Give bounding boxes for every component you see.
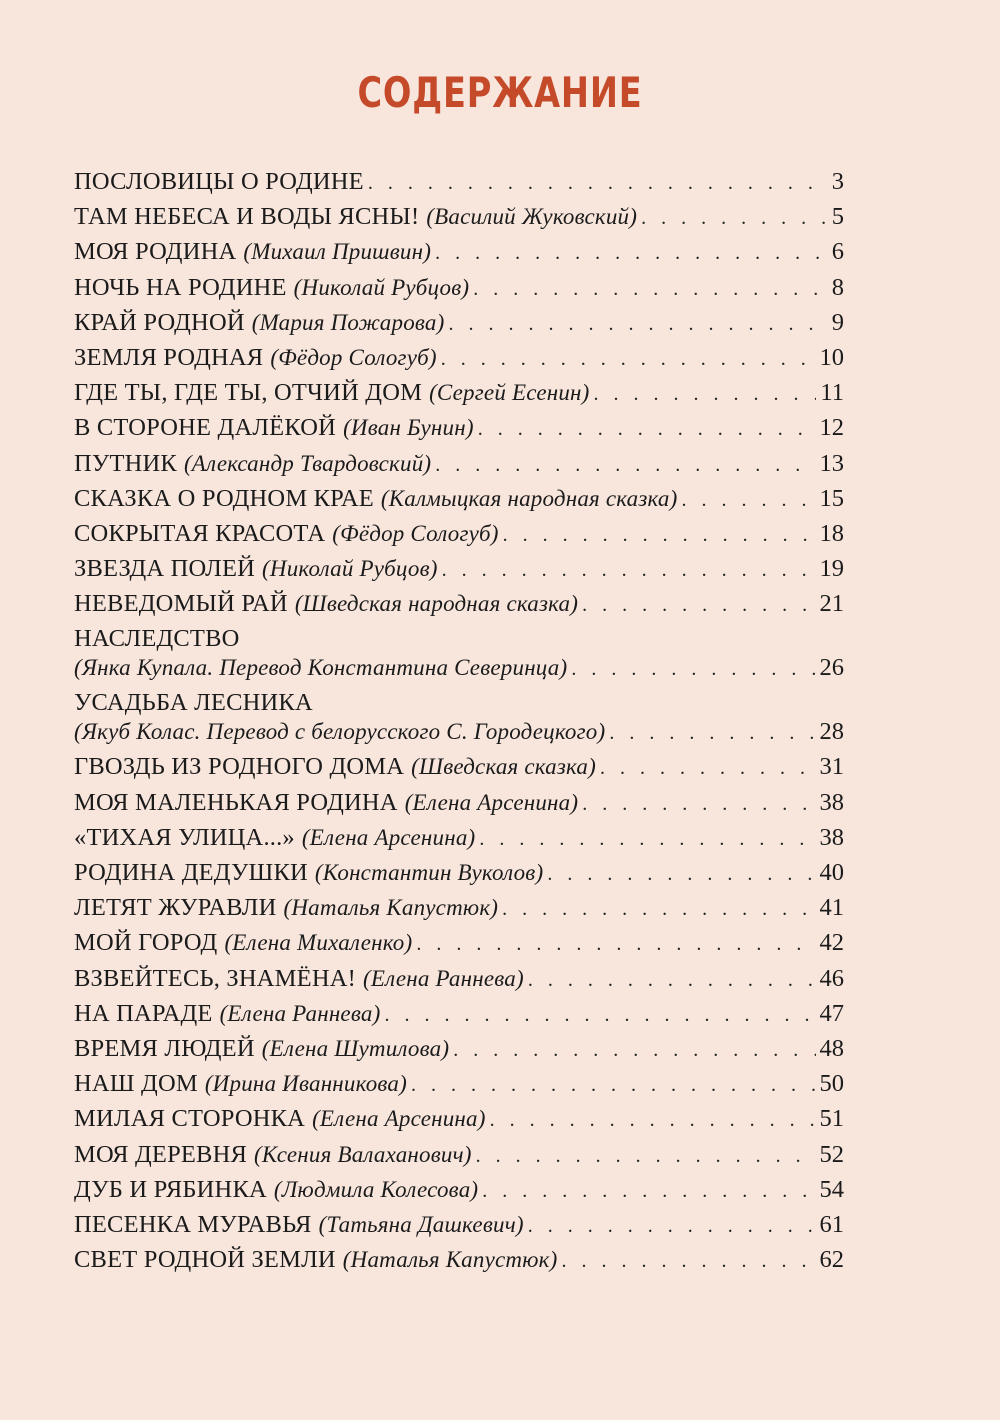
entry-author: (Наталья Капустюк) [342, 1247, 558, 1273]
entry-author: (Ирина Иванникова) [204, 1071, 407, 1097]
entry-page: 54 [819, 1175, 844, 1203]
entry-title: МИЛАЯ СТОРОНКА [74, 1105, 306, 1133]
leader-dots [479, 828, 815, 851]
entry-author: (Николай Рубцов) [262, 556, 438, 582]
entry-author: (Людмила Колесова) [273, 1176, 479, 1202]
toc-entry[interactable] [74, 859, 844, 894]
toc-entry[interactable] [74, 520, 844, 555]
entry-page: 8 [831, 273, 844, 301]
entry-author: (Якуб Колас. Перевод с белорусского С. Городецкого) [74, 719, 606, 745]
leader-dots [435, 454, 815, 477]
entry-author: (Елена Михаленко) [224, 930, 413, 956]
leader-dots [482, 1180, 815, 1203]
entry-author: (Елена Раннева) [219, 1000, 381, 1026]
leader-dots [641, 207, 828, 230]
entry-title: НЕВЕДОМЫЙ РАЙ [74, 590, 288, 618]
entry-author: (Елена Арсенина) [404, 789, 579, 815]
leader-dots [561, 1250, 815, 1273]
toc-entry[interactable] [74, 1000, 844, 1035]
toc-entry[interactable] [74, 1141, 844, 1176]
leader-dots [582, 793, 815, 816]
entry-page: 38 [819, 823, 844, 851]
toc-entry[interactable] [74, 625, 844, 689]
entry-author: (Шведская народная сказка) [294, 591, 579, 617]
toc-entry[interactable] [74, 824, 844, 859]
entry-page: 42 [819, 929, 844, 957]
entry-author: (Иван Бунин) [343, 415, 474, 441]
entry-title: СКАЗКА О РОДНОМ КРАЕ [74, 484, 374, 512]
entry-page: 6 [831, 238, 844, 266]
entry-author: (Калмыцкая народная сказка) [380, 485, 678, 511]
entry-author: (Фёдор Сологуб) [332, 520, 499, 546]
entry-author: (Сергей Есенин) [429, 380, 590, 406]
toc-entry[interactable] [74, 238, 844, 273]
entry-page: 11 [820, 379, 844, 407]
leader-dots [582, 594, 815, 617]
entry-author: (Фёдор Сологуб) [270, 344, 437, 370]
page-title: СОДЕРЖАНИЕ [357, 68, 643, 117]
leader-dots [442, 559, 816, 582]
toc-entry[interactable] [74, 309, 844, 344]
entry-title: «ТИХАЯ УЛИЦА...» [74, 823, 295, 851]
entry-page: 62 [819, 1246, 844, 1274]
entry-page: 13 [819, 449, 844, 477]
entry-title: ЗВЕЗДА ПОЛЕЙ [74, 555, 256, 583]
leader-dots [547, 863, 815, 886]
toc-entry[interactable] [74, 555, 844, 590]
entry-title: СВЕТ РОДНОЙ ЗЕМЛИ [74, 1246, 336, 1274]
entry-title: ВЗВЕЙТЕСЬ, ЗНАМЁНА! [74, 964, 356, 992]
entry-title: МОЙ ГОРОД [74, 929, 218, 957]
entry-title: ТАМ НЕБЕСА И ВОДЫ ЯСНЫ! [74, 203, 420, 231]
entry-author: (Елена Шутилова) [261, 1035, 450, 1061]
toc-entry[interactable] [74, 789, 844, 824]
leader-dots [476, 1145, 816, 1168]
toc-entry[interactable] [74, 450, 844, 485]
entry-author: (Татьяна Дашкевич) [318, 1211, 524, 1237]
toc-entry[interactable] [74, 274, 844, 309]
entry-author: (Ксения Валаханович) [254, 1141, 472, 1167]
leader-dots [478, 418, 816, 441]
toc-entry[interactable] [74, 1070, 844, 1105]
toc-entry[interactable] [74, 590, 844, 625]
entry-page: 31 [819, 753, 844, 781]
entry-page: 12 [819, 414, 844, 442]
leader-dots [681, 489, 815, 512]
entry-page: 46 [819, 964, 844, 992]
entry-page: 51 [819, 1105, 844, 1133]
entry-page: 47 [819, 999, 844, 1027]
toc-entry[interactable] [74, 929, 844, 964]
toc-entry[interactable] [74, 414, 844, 449]
entry-title: НОЧЬ НА РОДИНЕ [74, 273, 287, 301]
entry-author: (Елена Раннева) [362, 965, 524, 991]
leader-dots [453, 1039, 815, 1062]
entry-title: ЛЕТЯТ ЖУРАВЛИ [74, 894, 277, 922]
leader-dots [368, 172, 828, 195]
entry-title: УСАДЬБА ЛЕСНИКА [74, 689, 313, 717]
entry-title: ПЕСЕНКА МУРАВЬЯ [74, 1210, 312, 1238]
entry-title: ПОСЛОВИЦЫ О РОДИНЕ [74, 168, 364, 195]
toc-entry[interactable] [74, 689, 844, 753]
entry-author: (Елена Арсенина) [301, 824, 476, 850]
toc-entry[interactable] [74, 168, 844, 203]
leader-dots [411, 1074, 816, 1097]
entry-page: 28 [819, 718, 844, 746]
leader-dots [600, 757, 816, 780]
entry-title: ЗЕМЛЯ РОДНАЯ [74, 343, 264, 371]
entry-author: (Константин Вуколов) [314, 860, 544, 885]
leader-dots [502, 898, 815, 921]
entry-page: 19 [819, 555, 844, 583]
leader-dots [448, 313, 827, 336]
entry-page: 61 [819, 1210, 844, 1238]
entry-page: 18 [819, 519, 844, 547]
entry-title: В СТОРОНЕ ДАЛЁКОЙ [74, 414, 337, 442]
entry-title: ВРЕМЯ ЛЮДЕЙ [74, 1034, 255, 1062]
toc-entry[interactable] [74, 753, 844, 788]
toc-entry[interactable] [74, 1246, 844, 1281]
entry-title: ПУТНИК [74, 449, 177, 477]
table-of-contents [74, 168, 844, 1281]
entry-page: 26 [819, 654, 844, 682]
entry-author: (Михаил Пришвин) [243, 239, 432, 265]
entry-author: (Шведская сказка) [411, 754, 596, 780]
entry-title: СОКРЫТАЯ КРАСОТА [74, 519, 326, 547]
entry-page: 15 [819, 484, 844, 512]
entry-author: (Мария Пожарова) [251, 309, 445, 335]
entry-title: КРАЙ РОДНОЙ [74, 308, 245, 336]
entry-title: ДУБ И РЯБИНКА [74, 1175, 267, 1203]
entry-page: 21 [819, 590, 844, 618]
entry-author: (Наталья Капустюк) [283, 895, 499, 921]
entry-author: (Янка Купала. Перевод Константина Северинца) [74, 655, 568, 681]
leader-dots [435, 242, 828, 265]
entry-title: МОЯ МАЛЕНЬКАЯ РОДИНА [74, 788, 398, 816]
toc-entry[interactable] [74, 894, 844, 929]
entry-page: 38 [819, 788, 844, 816]
entry-author: (Николай Рубцов) [293, 274, 470, 300]
leader-dots [594, 383, 817, 406]
entry-page: 5 [831, 203, 844, 231]
entry-author: (Александр Твардовский) [183, 450, 432, 476]
entry-author: (Василий Жуковский) [426, 204, 638, 230]
leader-dots [528, 969, 816, 992]
toc-entry[interactable] [74, 1211, 844, 1246]
entry-page: 40 [819, 859, 844, 886]
toc-entry[interactable] [74, 965, 844, 1000]
toc-entry[interactable] [74, 1035, 844, 1070]
entry-title: МОЯ РОДИНА [74, 238, 237, 266]
toc-entry[interactable] [74, 379, 844, 414]
entry-author: (Елена Арсенина) [312, 1106, 486, 1132]
leader-dots [490, 1109, 816, 1132]
entry-title: НАШ ДОМ [74, 1070, 198, 1098]
entry-title: ГДЕ ТЫ, ГДЕ ТЫ, ОТЧИЙ ДОМ [74, 379, 423, 407]
entry-page: 41 [819, 894, 844, 922]
entry-title: НА ПАРАДЕ [74, 999, 213, 1027]
leader-dots [503, 524, 816, 547]
toc-entry[interactable] [74, 1105, 844, 1140]
entry-title: МОЯ ДЕРЕВНЯ [74, 1140, 248, 1168]
leader-dots [528, 1215, 816, 1238]
entry-page: 3 [831, 168, 844, 195]
entry-page: 9 [831, 308, 844, 336]
leader-dots [441, 348, 816, 371]
leader-dots [609, 722, 815, 745]
entry-page: 48 [819, 1034, 844, 1062]
leader-dots [384, 1004, 815, 1027]
toc-entry[interactable] [74, 485, 844, 520]
entry-page: 52 [819, 1140, 844, 1168]
entry-page: 10 [819, 343, 844, 371]
leader-dots [473, 278, 827, 301]
entry-title: РОДИНА ДЕДУШКИ [74, 859, 308, 886]
toc-entry[interactable] [74, 344, 844, 379]
toc-entry[interactable] [74, 1176, 844, 1211]
leader-dots [571, 658, 815, 681]
entry-title: НАСЛЕДСТВО [74, 625, 240, 653]
entry-page: 50 [819, 1070, 844, 1098]
toc-entry[interactable] [74, 203, 844, 238]
leader-dots [416, 933, 815, 956]
entry-title: ГВОЗДЬ ИЗ РОДНОГО ДОМА [74, 753, 405, 781]
